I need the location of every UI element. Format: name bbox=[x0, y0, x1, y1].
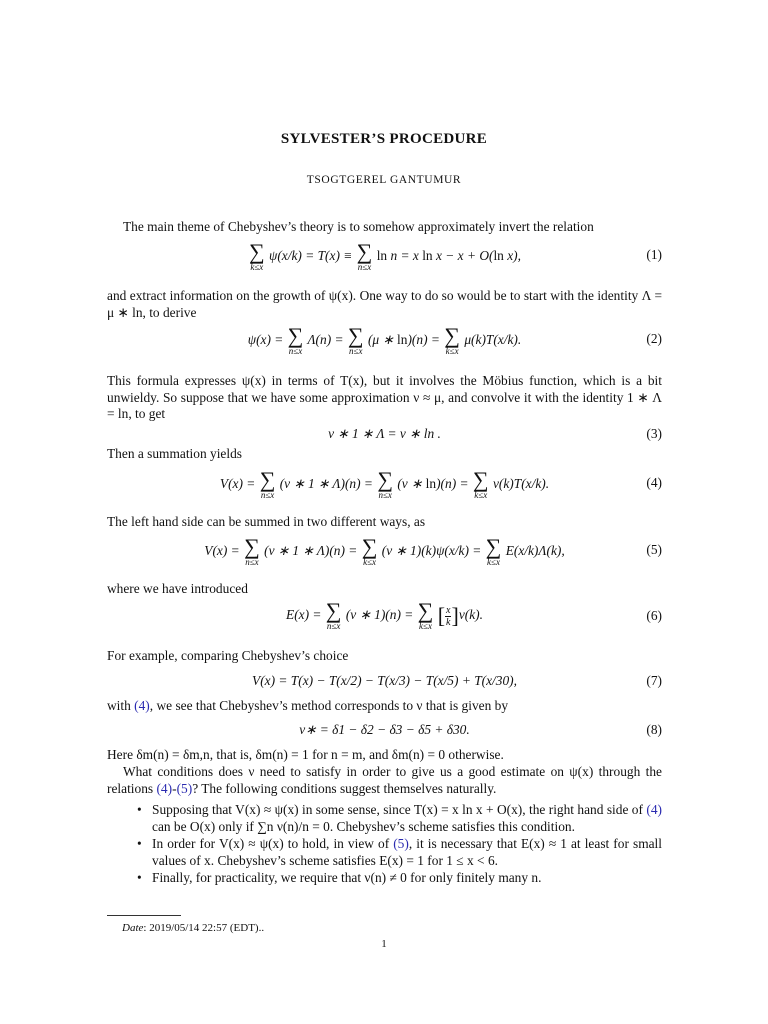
footnote-divider bbox=[107, 915, 181, 916]
paragraph-conditions: What conditions does ν need to satisfy in order to give us a good estimate on ψ(x) through the relations (4)-(5)? The following conditions suggest themselves naturally. bbox=[107, 764, 662, 796]
paragraph-delta-definition: Here δm(n) = δm,n, that is, δm(n) = 1 for n = m, and δm(n) = 0 otherwise. bbox=[107, 747, 504, 762]
list-item: • In order for V(x) ≈ ψ(x) to hold, in view of (5), it is necessary that E(x) ≈ 1 at least for small values of x. Chebyshev’s scheme satisfies E(x) = 1 for 1 ≤ x < 6. bbox=[137, 836, 662, 869]
equation-1: ∑ k≤x ψ(x/k) = T(x) ≡ ∑ n≤x ln n = x ln x − x + O(ln x), (1) bbox=[249, 239, 662, 272]
list-item: • Finally, for practicality, we require that ν(n) ≠ 0 for only finitely many n. bbox=[137, 870, 662, 887]
equation-reference-link[interactable]: (4) bbox=[156, 780, 173, 796]
conditions-list bbox=[137, 802, 662, 888]
equation-7: V(x) = T(x) − T(x/2) − T(x/3) − T(x/5) + T(x/30), (7) bbox=[252, 673, 662, 688]
equation-number: (2) bbox=[646, 331, 662, 346]
equation-4: V(x) = ∑ n≤x (ν ∗ 1 ∗ Λ)(n) = ∑ n≤x (ν ∗ ln)(n) = ∑ k≤x ν(k)T(x/k). (4) bbox=[219, 467, 662, 500]
equation-reference-link[interactable]: (4) bbox=[646, 802, 662, 817]
footnote: Date: 2019/05/14 22:57 (EDT).. bbox=[122, 922, 265, 934]
paper-title: SYLVESTER’S PROCEDURE bbox=[280, 131, 488, 147]
list-item: • Supposing that V(x) ≈ ψ(x) in some sense, since T(x) = x ln x + O(x), the right hand side of (4) can be O(x) only if ∑n ν(n)/n = 0. Chebyshev’s scheme satisfies this condition. bbox=[137, 802, 662, 835]
equation-2: ψ(x) = ∑ n≤x Λ(n) = ∑ n≤x (μ ∗ ln)(n) = ∑ k≤x μ(k)T(x/k). (2) bbox=[247, 323, 662, 356]
paragraph-summation: Then a summation yields bbox=[107, 446, 242, 461]
equation-reference-link[interactable]: (5) bbox=[176, 780, 193, 796]
equation-number: (6) bbox=[646, 608, 662, 623]
paragraph-left-hand: The left hand side can be summed in two different ways, as bbox=[107, 514, 426, 529]
equation-reference-link[interactable]: (4) bbox=[134, 698, 150, 713]
paper-author: TSOGTGEREL GANTUMUR bbox=[306, 174, 462, 186]
equation-number: (3) bbox=[646, 426, 662, 441]
equation-number: (4) bbox=[646, 475, 662, 490]
equation-number: (7) bbox=[646, 673, 662, 688]
equation-number: (5) bbox=[646, 542, 662, 557]
page-number: 1 bbox=[381, 938, 387, 950]
paragraph-introduced: where we have introduced bbox=[107, 581, 248, 596]
paragraph-intro: The main theme of Chebyshev’s theory is to somehow approximately invert the relation bbox=[123, 219, 594, 234]
paragraph-mobius: This formula expresses ψ(x) in terms of T(x), but it involves the Möbius function, which is a bit unwieldy. So suppose that we have some approximation ν ≈ μ, and convolve it with the identity 1 ∗ Λ = ln, to get bbox=[107, 373, 662, 421]
paragraph-example: For example, comparing Chebyshev’s choice bbox=[107, 648, 349, 663]
equation-3: ν ∗ 1 ∗ Λ = ν ∗ ln . (3) bbox=[328, 426, 662, 441]
paragraph-chebyshev-method: with (4), we see that Chebyshev’s method corresponds to ν that is given by bbox=[107, 698, 509, 713]
equation-5: V(x) = ∑ n≤x (ν ∗ 1 ∗ Λ)(n) = ∑ k≤x (ν ∗ 1)(k)ψ(x/k) = ∑ k≤x E(x/k)Λ(k), (5) bbox=[204, 534, 662, 567]
paragraph-extract: and extract information on the growth of ψ(x). One way to do so would be to start with the identity Λ = μ ∗ ln, to derive bbox=[107, 288, 662, 320]
equation-8: ν∗ = δ1 − δ2 − δ3 − δ5 + δ30. (8) bbox=[299, 722, 662, 737]
equation-number: (1) bbox=[646, 247, 662, 262]
equation-number: (8) bbox=[646, 722, 662, 737]
equation-reference-link[interactable]: (5) bbox=[393, 836, 409, 851]
equation-6: E(x) = ∑ n≤x (ν ∗ 1)(n) = ∑ k≤x [ $\frac{x}{k}]\nu(k)$. (6) bbox=[286, 598, 662, 631]
